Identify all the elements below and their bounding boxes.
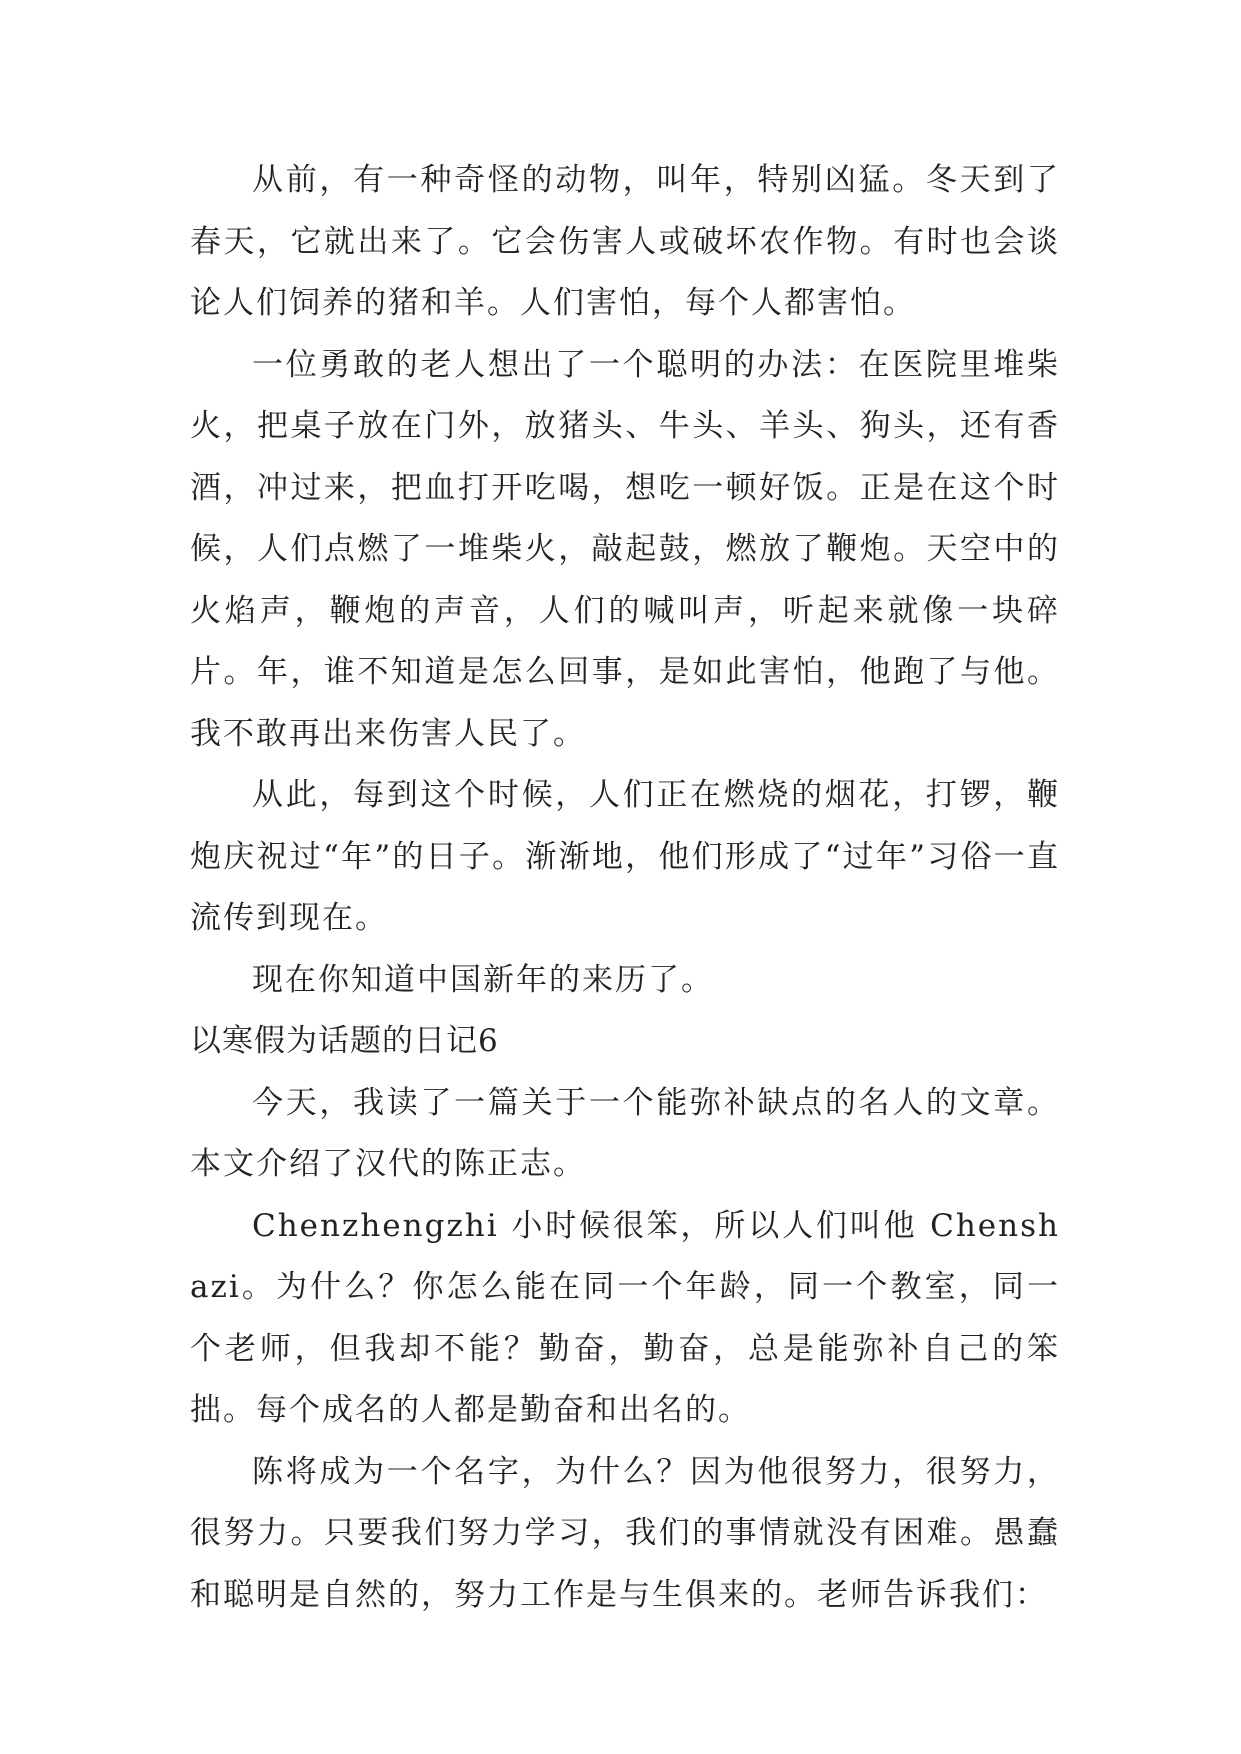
- paragraph-custom-origin: 从此，每到这个时候，人们正在燃烧的烟花，打锣，鞭炮庆祝过“年”的日子。渐渐地，他们形成了“过年”习俗一直流传到现在。: [190, 777, 1060, 936]
- paragraph-hard-work: 陈将成为一个名字，为什么？因为他很努力，很努力，很努力。只要我们努力学习，我们的事情就没有困难。愚蠢和聪明是自然的，努力工作是与生俱来的。老师告诉我们：: [190, 1453, 1060, 1613]
- section-heading: 以寒假为话题的日记6: [190, 1023, 499, 1059]
- paragraph-reading-article: 今天，我读了一篇关于一个能弥补缺点的名人的文章。本文介绍了汉代的陈正志。: [190, 1084, 1060, 1182]
- document-body: [190, 150, 1060, 1626]
- paragraph-conclusion: 现在你知道中国新年的来历了。: [252, 961, 714, 998]
- paragraph-chenzhengzhi: Chenzhengzhi 小时候很笨，所以人们叫他 Chenshazi。为什么？你怎么能在同一个年龄，同一个教室，同一个老师，但我却不能？勤奋，勤奋，总是能弥补自己的笨拙。每个成名的人都是勤奋和出名的。: [190, 1207, 1060, 1428]
- paragraph-nian-monster: 从前，有一种奇怪的动物，叫年，特别凶猛。冬天到了春天，它就出来了。它会伤害人或破坏农作物。有时也会谈论人们饲养的猪和羊。人们害怕，每个人都害怕。: [190, 162, 1060, 321]
- paragraph-old-man-plan: 一位勇敢的老人想出了一个聪明的办法：在医院里堆柴火，把桌子放在门外，放猪头、牛头、羊头、狗头，还有香酒，冲过来，把血打开吃喝，想吃一顿好饭。正是在这个时候，人们点燃了一堆柴火，敲起鼓，燃放了鞭炮。天空中的火焰声，鞭炮的声音，人们的喊叫声，听起来就像一块碎片。年，谁不知道是怎么回事，是如此害怕，他跑了与他。我不敢再出来伤害人民了。: [190, 346, 1060, 752]
